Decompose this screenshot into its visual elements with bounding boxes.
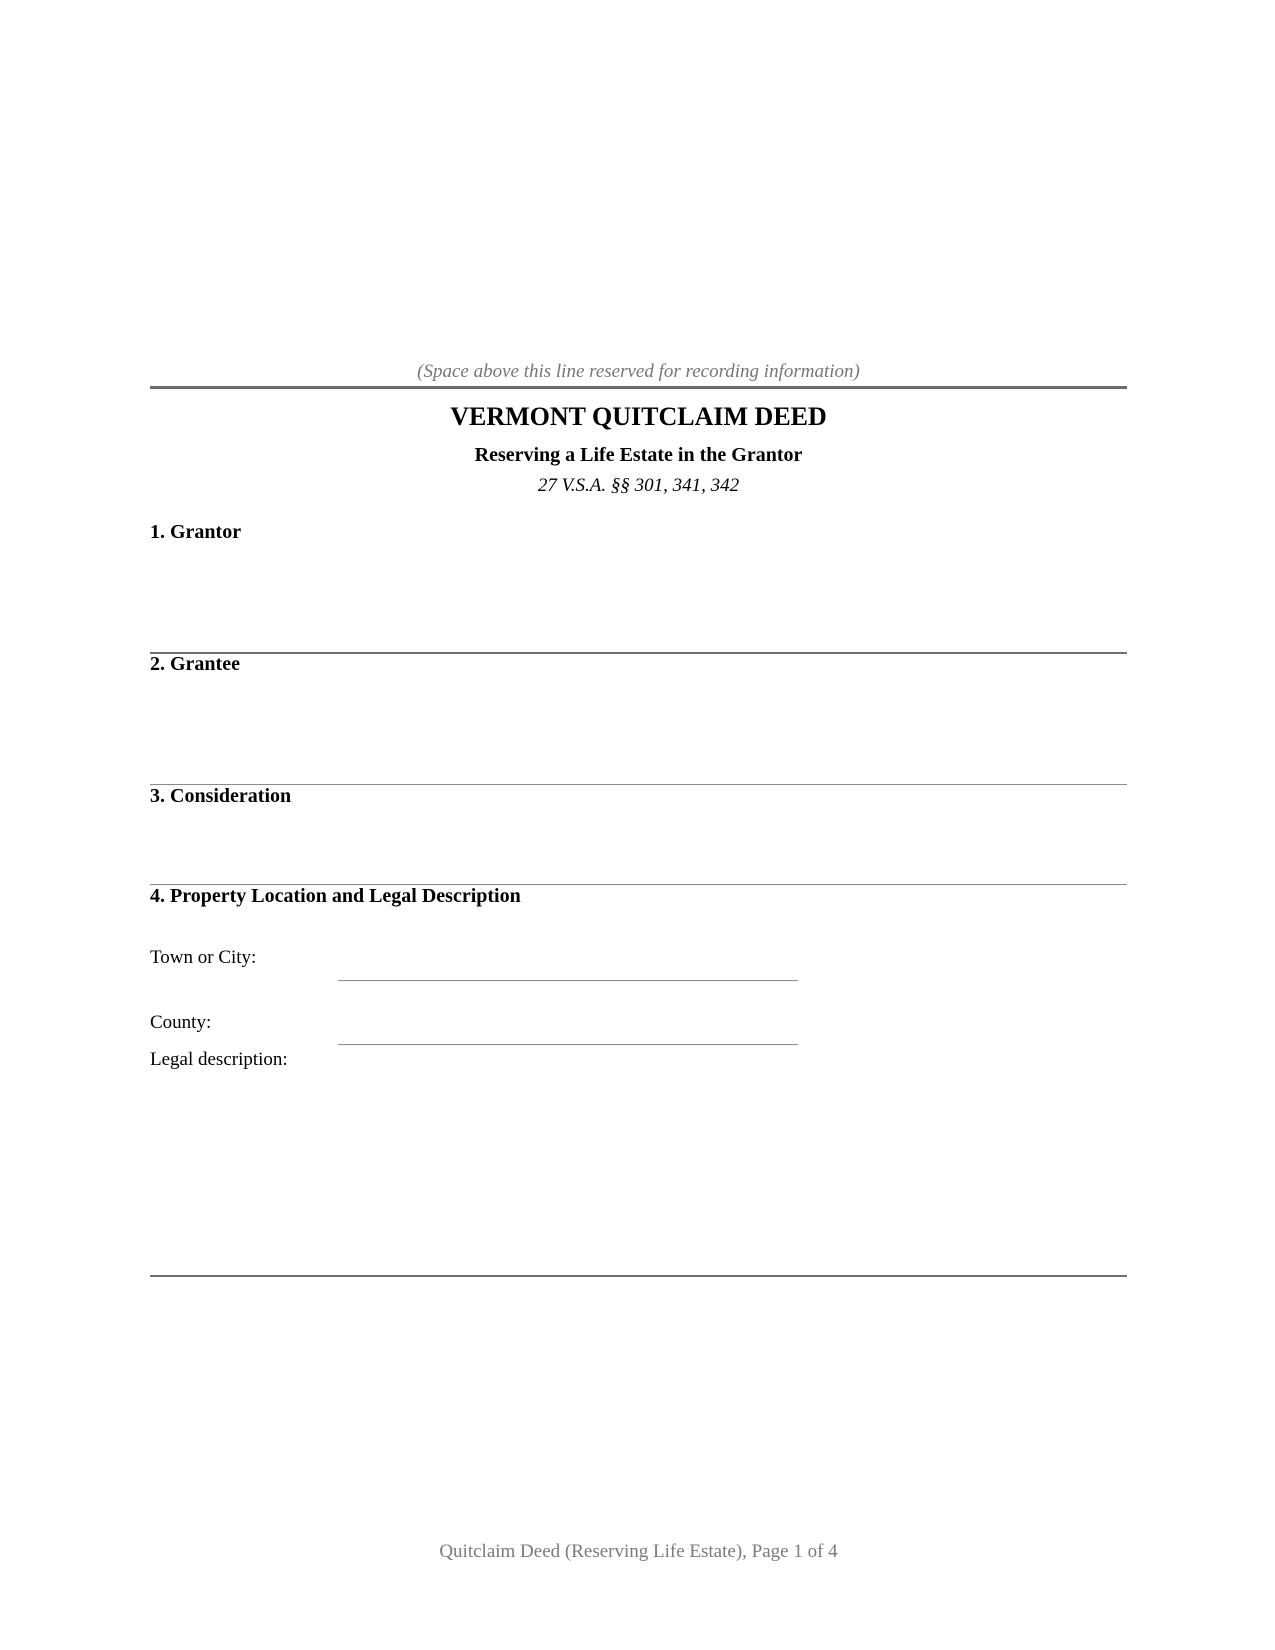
town-or-city-field[interactable] [338,980,798,981]
legal-description-entry-line[interactable] [150,1275,1127,1277]
section-grantee-heading: 2. Grantee [150,653,240,675]
legal-description-label: Legal description: [150,1049,288,1070]
document-title: VERMONT QUITCLAIM DEED [450,402,827,431]
grantor-entry-line[interactable] [150,652,1127,654]
county-field[interactable] [338,1044,798,1045]
grantee-entry-line[interactable] [150,784,1127,785]
document-subtitle: Reserving a Life Estate in the Grantor [474,444,803,466]
section-grantor-heading: 1. Grantor [150,521,242,543]
county-label: County: [150,1012,212,1033]
recording-divider [150,386,1127,389]
page-footer: Quitclaim Deed (Reserving Life Estate), Page 1 of 4 [439,1541,838,1562]
recording-space-note: (Space above this line reserved for recording information) [417,361,860,382]
statute-citation: 27 V.S.A. §§ 301, 341, 342 [537,475,740,496]
section-property-heading: 4. Property Location and Legal Description [150,885,521,907]
section-consideration-heading: 3. Consideration [150,785,292,807]
town-or-city-label: Town or City: [150,947,257,968]
